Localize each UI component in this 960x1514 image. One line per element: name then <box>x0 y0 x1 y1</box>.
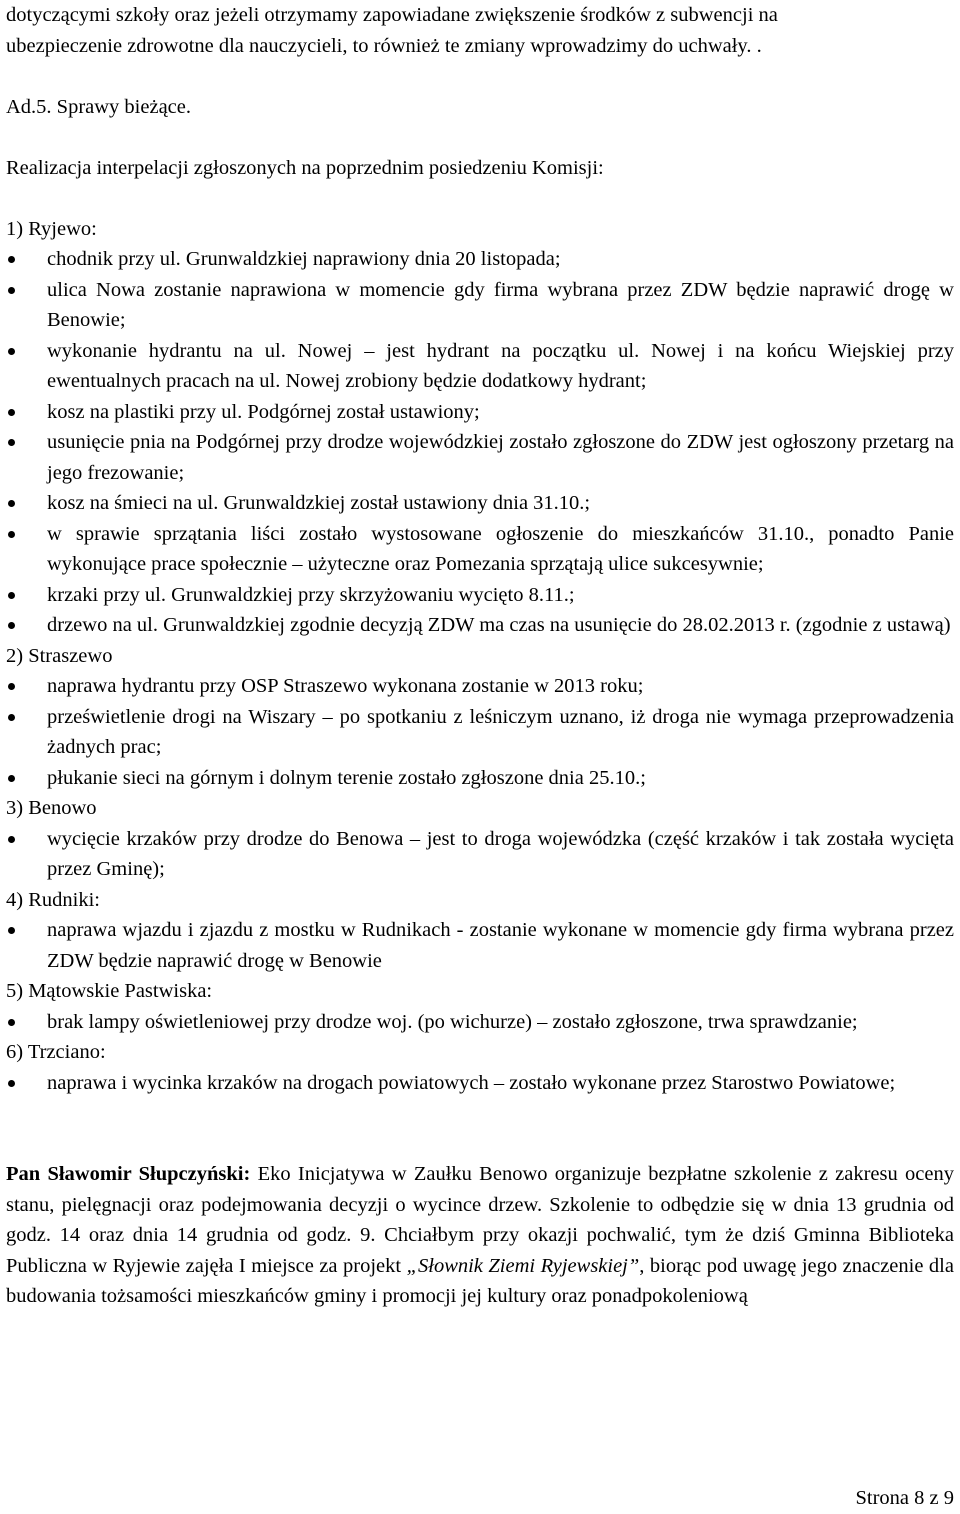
speaker-text-continued: , biorąc pod uwagę jego znaczenie dla budowania tożsamości mieszkańców gminy i promocji jej kultury oraz ponadpokoleniową <box>6 1254 954 1307</box>
intro-line-1: dotyczącymi szkoły oraz jeżeli otrzymamy zapowiadane zwiększenie środków z subwencji na <box>6 4 778 26</box>
list-item: krzaki przy ul. Grunwaldzkiej przy skrzyżowaniu wycięto 8.11.; <box>6 580 954 611</box>
document-page <box>6 0 954 1312</box>
section-list-ryjewo <box>6 244 954 641</box>
section-title-trzciano: 6) Trzciano: <box>6 1041 106 1063</box>
total-pages: 9 <box>943 1487 954 1509</box>
speaker-text: Eko Inicjatywa w Zaułku Benowo organizuje bezpłatne szkolenie z zakresu oceny stanu, pielęgnacji oraz podejmowania decyzji o wycince drzew. Szkolenie to odbędzie się w dnia 13 grudnia od godz. 14 oraz dnia 14 grudnia od godz. 9. Chciałbym przy okazji pochwalić, tym że dziś Gminna Biblioteka Publiczna w Ryjewie zajęła I miejsce za projekt <box>6 1163 954 1277</box>
list-item: drzewo na ul. Grunwaldzkiej zgodnie decyzją ZDW ma czas na usunięcie do 28.02.2013 r. (zgodnie z ustawą) <box>6 610 954 641</box>
section-title-ryjewo: 1) Ryjewo: <box>6 217 97 240</box>
section-title-straszewo: 2) Straszewo <box>6 644 113 667</box>
current-page: 8 <box>914 1487 925 1509</box>
speaker-paragraph <box>6 1159 954 1312</box>
list-item: kosz na plastiki przy ul. Podgórnej został ustawiony; <box>6 397 954 428</box>
interpellations-subheading: Realizacja interpelacji zgłoszonych na poprzednim posiedzeniu Komisji: <box>6 156 604 179</box>
section-title-benowo: 3) Benowo <box>6 797 97 819</box>
list-item: naprawa i wycinka krzaków na drogach powiatowych – zostało wykonane przez Starostwo Powiatowe; <box>6 1068 954 1099</box>
list-item: prześwietlenie drogi na Wiszary – po spotkaniu z leśniczym uznano, iż droga nie wymaga przeprowadzenia żadnych prac; <box>6 702 954 763</box>
list-item: chodnik przy ul. Grunwaldzkiej naprawiony dnia 20 listopada; <box>6 244 954 275</box>
section-list-rudniki <box>6 915 954 976</box>
section-list-benowo <box>6 824 954 885</box>
list-item: ulica Nowa zostanie naprawiona w momencie gdy firma wybrana przez ZDW będzie naprawić drogę w Benowie; <box>6 275 954 336</box>
list-item: w sprawie sprzątania liści zostało wystosowane ogłoszenie do mieszkańców 31.10., ponadto Panie wykonujące prace społecznie – użyteczne oraz Pomezania sprzątają ulice sukcesywnie; <box>6 519 954 580</box>
list-item: kosz na śmieci na ul. Grunwaldzkiej został ustawiony dnia 31.10.; <box>6 488 954 519</box>
project-title: „Słownik Ziemi Ryjewskiej” <box>406 1254 640 1277</box>
speaker-name: Pan Sławomir Słupczyński: <box>6 1163 251 1185</box>
section-list-trzciano <box>6 1068 954 1099</box>
intro-line-2: ubezpieczenie zdrowotne dla nauczycieli, to również te zmiany wprowadzimy do uchwały. . <box>6 34 762 57</box>
list-item: wycięcie krzaków przy drodze do Benowa – jest to droga wojewódzka (część krzaków i tak została wycięta przez Gminę); <box>6 824 954 885</box>
list-item: naprawa wjazdu i zjazdu z mostku w Rudnikach - zostanie wykonane w momencie gdy firma wybrana przez ZDW będzie naprawić drogę w Benowie <box>6 915 954 976</box>
list-item: płukanie sieci na górnym i dolnym terenie zostało zgłoszone dnia 25.10.; <box>6 763 954 794</box>
section-title-matowskie-pastwiska: 5) Mątowskie Pastwiska: <box>6 980 213 1002</box>
section-title-rudniki: 4) Rudniki: <box>6 888 100 911</box>
list-item: brak lampy oświetleniowej przy drodze woj. (po wichurze) – zostało zgłoszone, trwa sprawdzanie; <box>6 1007 954 1038</box>
list-item: usunięcie pnia na Podgórnej przy drodze wojewódzkiej zostało zgłoszone do ZDW jest ogłoszony przetarg na jego frezowanie; <box>6 427 954 488</box>
list-item: wykonanie hydrantu na ul. Nowej – jest hydrant na początku ul. Nowej i na końcu Wiejskiej przy ewentualnych pracach na ul. Nowej zrobiony będzie dodatkowy hydrant; <box>6 336 954 397</box>
page-separator: z <box>924 1487 944 1509</box>
section-list-matowskie-pastwiska <box>6 1007 954 1038</box>
section-list-straszewo <box>6 671 954 793</box>
agenda-heading: Ad.5. Sprawy bieżące. <box>6 95 192 118</box>
list-item: naprawa hydrantu przy OSP Straszewo wykonana zostanie w 2013 roku; <box>6 671 954 702</box>
page-label: Strona <box>855 1487 915 1509</box>
